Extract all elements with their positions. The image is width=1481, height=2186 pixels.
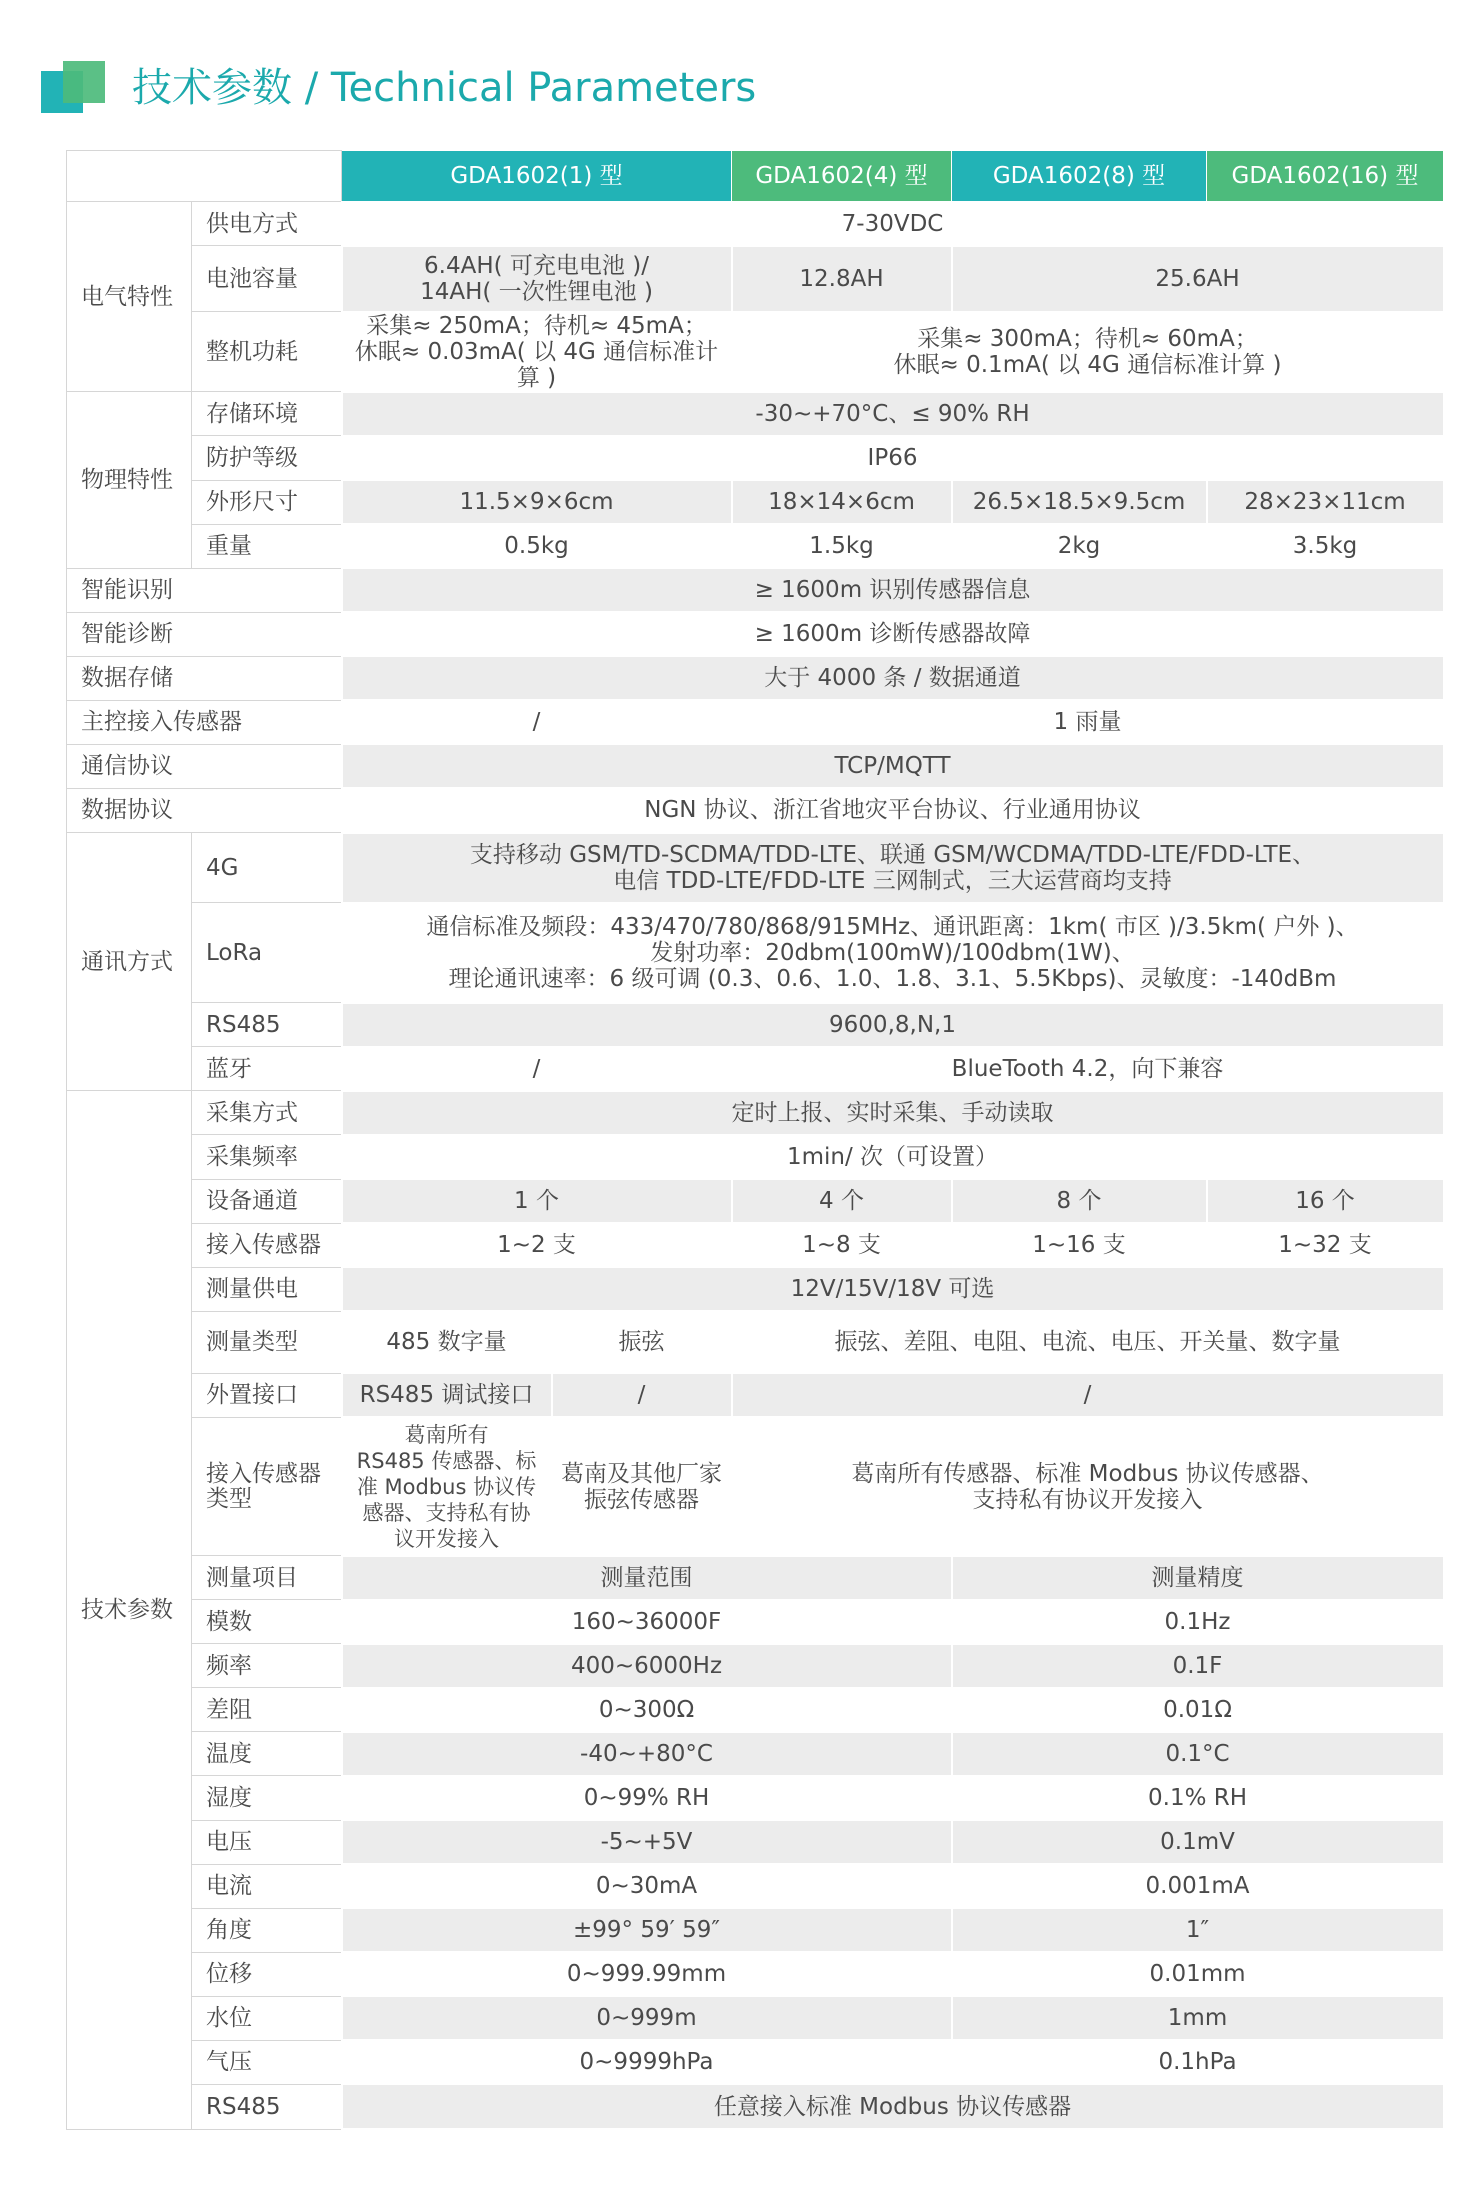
measurement-row bbox=[67, 1996, 1444, 2040]
row-protocol bbox=[67, 744, 1444, 788]
measurement-accuracy: 0.1Hz bbox=[952, 1600, 1444, 1644]
value-bluetooth-model-1: / bbox=[342, 1047, 732, 1091]
label-bluetooth: 蓝牙 bbox=[192, 1047, 342, 1091]
group-comm: 通讯方式 bbox=[67, 833, 192, 1091]
measurement-range: 0~999.99mm bbox=[342, 1952, 952, 1996]
row-storage-env bbox=[67, 392, 1444, 436]
row-rs485-any bbox=[67, 2084, 1444, 2129]
value-ext-port-vw: / bbox=[552, 1373, 732, 1417]
measurement-row bbox=[67, 2040, 1444, 2084]
consumption-1-line-2: 休眠≈ 0.03mA( 以 4G 通信标准计算 ) bbox=[354, 338, 719, 391]
measurement-label: 气压 bbox=[192, 2040, 342, 2084]
value-dimension-model-16: 28×23×11cm bbox=[1207, 480, 1444, 524]
measurement-label: 模数 bbox=[192, 1600, 342, 1644]
row-main-sensor bbox=[67, 700, 1444, 744]
measurement-label: 温度 bbox=[192, 1732, 342, 1776]
label-power-supply: 供电方式 bbox=[192, 202, 342, 246]
value-weight-model-1: 0.5kg bbox=[342, 524, 732, 568]
label-smart-diag: 智能诊断 bbox=[67, 612, 342, 656]
measurement-accuracy: 0.1hPa bbox=[952, 2040, 1444, 2084]
label-collect-freq: 采集频率 bbox=[192, 1135, 342, 1179]
row-smart-diag bbox=[67, 612, 1444, 656]
measurement-range: 0~999m bbox=[342, 1996, 952, 2040]
label-weight: 重量 bbox=[192, 524, 342, 568]
battery-line-2: 14AH( 一次性锂电池 ) bbox=[420, 278, 653, 305]
measurement-label: 电流 bbox=[192, 1864, 342, 1908]
value-sensors-model-16: 1~32 支 bbox=[1207, 1223, 1444, 1267]
measurement-row bbox=[67, 1952, 1444, 1996]
battery-line-1: 6.4AH( 可充电电池 )/ bbox=[424, 252, 649, 279]
header-row bbox=[67, 151, 1444, 202]
header-model-4: GDA1602(4) 型 bbox=[732, 151, 952, 202]
measurement-range: -5~+5V bbox=[342, 1820, 952, 1864]
sensor-type-vw-line-2: 振弦传感器 bbox=[584, 1486, 699, 1513]
measurement-accuracy: 0.01mm bbox=[952, 1952, 1444, 1996]
value-lora bbox=[342, 903, 1444, 1003]
value-consumption-model-1 bbox=[342, 312, 732, 392]
row-measure-power bbox=[67, 1267, 1444, 1311]
measurement-row bbox=[67, 1864, 1444, 1908]
value-bluetooth-others: BlueTooth 4.2，向下兼容 bbox=[732, 1047, 1444, 1091]
value-collect-mode: 定时上报、实时采集、手动读取 bbox=[342, 1091, 1444, 1135]
header-corner bbox=[67, 151, 342, 202]
label-lora: LoRa bbox=[192, 903, 342, 1003]
sensor-type-vw-line-1: 葛南及其他厂家 bbox=[561, 1460, 722, 1487]
sensor-type-485-line-1: 葛南所有 bbox=[404, 1422, 489, 1447]
row-data-protocol bbox=[67, 788, 1444, 832]
value-measure-type-others: 振弦、差阻、电阻、电流、电压、开关量、数字量 bbox=[732, 1311, 1444, 1373]
consumption-1-line-1: 采集≈ 250mA；待机≈ 45mA； bbox=[366, 312, 707, 339]
value-battery-model-8-16: 25.6AH bbox=[952, 246, 1444, 312]
label-ext-port: 外置接口 bbox=[192, 1373, 342, 1417]
row-collect-freq bbox=[67, 1135, 1444, 1179]
header-model-8: GDA1602(8) 型 bbox=[952, 151, 1207, 202]
label-protocol: 通信协议 bbox=[67, 744, 342, 788]
title-squares-icon bbox=[41, 61, 105, 113]
label-measure-power: 测量供电 bbox=[192, 1267, 342, 1311]
row-sensors bbox=[67, 1223, 1444, 1267]
row-4g bbox=[67, 833, 1444, 903]
row-measure-item bbox=[67, 1556, 1444, 1600]
value-sensor-type-others bbox=[732, 1417, 1444, 1555]
lora-line-3: 理论通讯速率：6 级可调 (0.3、0.6、1.0、1.8、3.1、5.5Kbps)、灵敏度：-140dBm bbox=[448, 965, 1337, 992]
row-lora bbox=[67, 903, 1444, 1003]
value-weight-model-16: 3.5kg bbox=[1207, 524, 1444, 568]
value-protocol: TCP/MQTT bbox=[342, 744, 1444, 788]
row-channels bbox=[67, 1179, 1444, 1223]
value-sensor-type-485 bbox=[342, 1417, 552, 1555]
sensor-type-485-line-2: RS485 传感器、标 bbox=[356, 1448, 537, 1473]
label-measure-type: 测量类型 bbox=[192, 1311, 342, 1373]
measurement-label: 水位 bbox=[192, 1996, 342, 2040]
sensor-type-label-line-1: 接入传感器 bbox=[206, 1460, 321, 1487]
measurement-range: -40~+80°C bbox=[342, 1732, 952, 1776]
value-rs485-any: 任意接入标准 Modbus 协议传感器 bbox=[342, 2084, 1444, 2129]
value-weight-model-4: 1.5kg bbox=[732, 524, 952, 568]
label-consumption: 整机功耗 bbox=[192, 312, 342, 392]
measurement-label: 频率 bbox=[192, 1644, 342, 1688]
measurement-range: ±99° 59′ 59″ bbox=[342, 1908, 952, 1952]
sensor-type-485-line-4: 感器、支持私有协 bbox=[362, 1500, 531, 1525]
row-collect-mode bbox=[67, 1091, 1444, 1135]
measurement-range: 160~36000F bbox=[342, 1600, 952, 1644]
measurement-range: 0~99% RH bbox=[342, 1776, 952, 1820]
value-dimension-model-1: 11.5×9×6cm bbox=[342, 480, 732, 524]
measurement-accuracy: 0.001mA bbox=[952, 1864, 1444, 1908]
value-dimension-model-8: 26.5×18.5×9.5cm bbox=[952, 480, 1207, 524]
label-smart-id: 智能识别 bbox=[67, 568, 342, 612]
group-electrical: 电气特性 bbox=[67, 202, 192, 392]
page-title: 技术参数 / Technical Parameters bbox=[132, 65, 757, 111]
header-model-1: GDA1602(1) 型 bbox=[342, 151, 732, 202]
row-protection bbox=[67, 436, 1444, 480]
measurement-label: 差阻 bbox=[192, 1688, 342, 1732]
row-data-storage bbox=[67, 656, 1444, 700]
value-measure-type-485: 485 数字量 bbox=[342, 1311, 552, 1373]
label-sensors: 接入传感器 bbox=[192, 1223, 342, 1267]
value-weight-model-8: 2kg bbox=[952, 524, 1207, 568]
value-channels-model-8: 8 个 bbox=[952, 1179, 1207, 1223]
measurement-accuracy: 0.1F bbox=[952, 1644, 1444, 1688]
lora-line-1: 通信标准及频段：433/470/780/868/915MHz、通讯距离：1km( 市区 )/3.5km( 户外 )、 bbox=[426, 913, 1359, 940]
measurement-row bbox=[67, 1688, 1444, 1732]
value-channels-model-16: 16 个 bbox=[1207, 1179, 1444, 1223]
4g-line-1: 支持移动 GSM/TD-SCDMA/TDD-LTE、联通 GSM/WCDMA/TDD-LTE/FDD-LTE、 bbox=[469, 841, 1316, 868]
label-rs485-comm: RS485 bbox=[192, 1003, 342, 1047]
group-tech: 技术参数 bbox=[67, 1091, 192, 2129]
value-dimension-model-4: 18×14×6cm bbox=[732, 480, 952, 524]
consumption-2-line-2: 休眠≈ 0.1mA( 以 4G 通信标准计算 ) bbox=[893, 351, 1282, 378]
value-sensor-type-vw bbox=[552, 1417, 732, 1555]
header-accuracy: 测量精度 bbox=[952, 1556, 1444, 1600]
consumption-2-line-1: 采集≈ 300mA；待机≈ 60mA； bbox=[917, 325, 1258, 352]
measurement-accuracy: 0.1% RH bbox=[952, 1776, 1444, 1820]
label-channels: 设备通道 bbox=[192, 1179, 342, 1223]
lora-line-2: 发射功率：20dbm(100mW)/100dbm(1W)、 bbox=[650, 939, 1135, 966]
row-sensor-type bbox=[67, 1417, 1444, 1555]
header-model-16: GDA1602(16) 型 bbox=[1207, 151, 1444, 202]
header-range: 测量范围 bbox=[342, 1556, 952, 1600]
value-main-sensor-model-1: / bbox=[342, 700, 732, 744]
measurement-range: 400~6000Hz bbox=[342, 1644, 952, 1688]
sensor-type-label-line-2: 类型 bbox=[206, 1485, 252, 1512]
value-channels-model-1: 1 个 bbox=[342, 1179, 732, 1223]
label-protection: 防护等级 bbox=[192, 436, 342, 480]
measurement-accuracy: 1″ bbox=[952, 1908, 1444, 1952]
label-battery: 电池容量 bbox=[192, 246, 342, 312]
4g-line-2: 电信 TDD-LTE/FDD-LTE 三网制式，三大运营商均支持 bbox=[613, 867, 1172, 894]
label-collect-mode: 采集方式 bbox=[192, 1091, 342, 1135]
row-rs485-comm bbox=[67, 1003, 1444, 1047]
measurement-accuracy: 0.01Ω bbox=[952, 1688, 1444, 1732]
label-dimension: 外形尺寸 bbox=[192, 480, 342, 524]
value-smart-diag: ≥ 1600m 诊断传感器故障 bbox=[342, 612, 1444, 656]
label-measure-item: 测量项目 bbox=[192, 1556, 342, 1600]
row-dimension bbox=[67, 480, 1444, 524]
value-battery-model-4: 12.8AH bbox=[732, 246, 952, 312]
value-data-storage: 大于 4000 条 / 数据通道 bbox=[342, 656, 1444, 700]
row-ext-port bbox=[67, 1373, 1444, 1417]
measurement-range: 0~30mA bbox=[342, 1864, 952, 1908]
row-battery bbox=[67, 246, 1444, 312]
value-sensors-model-4: 1~8 支 bbox=[732, 1223, 952, 1267]
sensor-type-485-line-5: 议开发接入 bbox=[394, 1526, 499, 1551]
value-measure-power: 12V/15V/18V 可选 bbox=[342, 1267, 1444, 1311]
row-power-supply bbox=[67, 202, 1444, 246]
row-measure-type bbox=[67, 1311, 1444, 1373]
row-consumption bbox=[67, 312, 1444, 392]
value-4g bbox=[342, 833, 1444, 903]
measurement-accuracy: 0.1°C bbox=[952, 1732, 1444, 1776]
label-data-protocol: 数据协议 bbox=[67, 788, 342, 832]
value-collect-freq: 1min/ 次（可设置） bbox=[342, 1135, 1444, 1179]
label-sensor-type bbox=[192, 1417, 342, 1555]
value-rs485-comm: 9600,8,N,1 bbox=[342, 1003, 1444, 1047]
measurement-range: 0~9999hPa bbox=[342, 2040, 952, 2084]
label-4g: 4G bbox=[192, 833, 342, 903]
spec-table bbox=[66, 150, 1445, 2130]
sensor-type-others-line-2: 支持私有协议开发接入 bbox=[972, 1486, 1203, 1513]
value-measure-type-vw: 振弦 bbox=[552, 1311, 732, 1373]
label-rs485-any: RS485 bbox=[192, 2084, 342, 2129]
value-storage-env: -30~+70°C、≤ 90% RH bbox=[342, 392, 1444, 436]
measurement-label: 角度 bbox=[192, 1908, 342, 1952]
measurement-accuracy: 0.1mV bbox=[952, 1820, 1444, 1864]
value-channels-model-4: 4 个 bbox=[732, 1179, 952, 1223]
measurement-row bbox=[67, 1908, 1444, 1952]
value-sensors-model-1: 1~2 支 bbox=[342, 1223, 732, 1267]
value-ext-port-485: RS485 调试接口 bbox=[342, 1373, 552, 1417]
label-main-sensor: 主控接入传感器 bbox=[67, 700, 342, 744]
value-consumption-others bbox=[732, 312, 1444, 392]
value-sensors-model-8: 1~16 支 bbox=[952, 1223, 1207, 1267]
label-storage-env: 存储环境 bbox=[192, 392, 342, 436]
value-smart-id: ≥ 1600m 识别传感器信息 bbox=[342, 568, 1444, 612]
group-physical: 物理特性 bbox=[67, 392, 192, 568]
measurement-row bbox=[67, 1732, 1444, 1776]
value-power-supply: 7-30VDC bbox=[342, 202, 1444, 246]
measurement-accuracy: 1mm bbox=[952, 1996, 1444, 2040]
measurement-label: 湿度 bbox=[192, 1776, 342, 1820]
row-bluetooth bbox=[67, 1047, 1444, 1091]
measurement-label: 位移 bbox=[192, 1952, 342, 1996]
measurement-label: 电压 bbox=[192, 1820, 342, 1864]
value-data-protocol: NGN 协议、浙江省地灾平台协议、行业通用协议 bbox=[342, 788, 1444, 832]
measurement-row bbox=[67, 1644, 1444, 1688]
value-protection: IP66 bbox=[342, 436, 1444, 480]
row-weight bbox=[67, 524, 1444, 568]
value-battery-model-1 bbox=[342, 246, 732, 312]
value-main-sensor-others: 1 雨量 bbox=[732, 700, 1444, 744]
row-smart-id bbox=[67, 568, 1444, 612]
measurement-row bbox=[67, 1776, 1444, 1820]
sensor-type-485-line-3: 准 Modbus 协议传 bbox=[356, 1474, 537, 1499]
measurement-range: 0~300Ω bbox=[342, 1688, 952, 1732]
sensor-type-others-line-1: 葛南所有传感器、标准 Modbus 协议传感器、 bbox=[851, 1460, 1324, 1487]
value-ext-port-others: / bbox=[732, 1373, 1444, 1417]
label-data-storage: 数据存储 bbox=[67, 656, 342, 700]
measurement-row bbox=[67, 1820, 1444, 1864]
measurement-row bbox=[67, 1600, 1444, 1644]
